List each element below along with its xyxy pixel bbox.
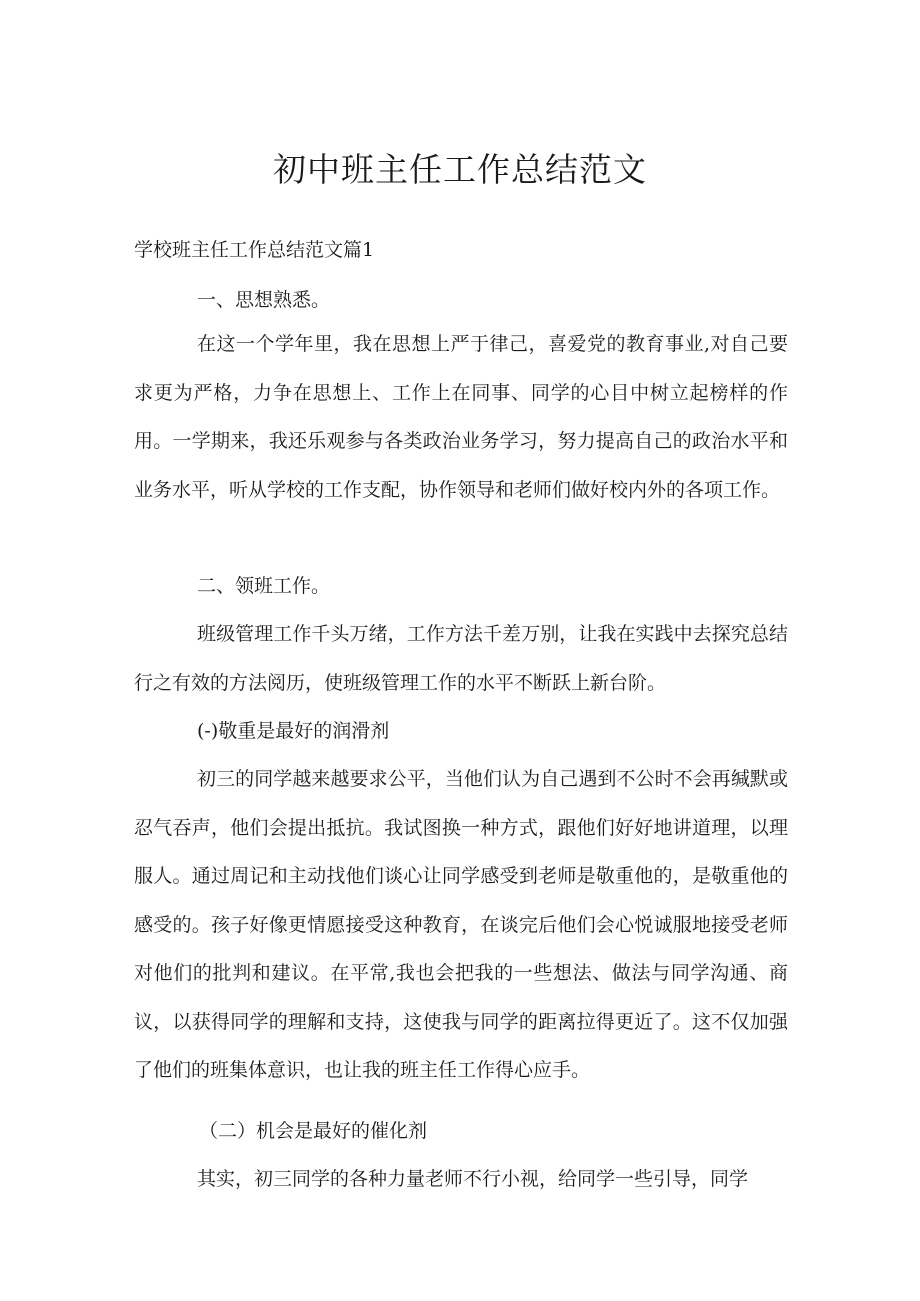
- section-heading-1: 一、思想熟悉。: [197, 289, 331, 311]
- section-heading-3: (-)敬重是最好的润滑剂: [197, 720, 390, 742]
- paragraph-2: 班级管理工作千头万绪，工作方法千差万别，让我在实践中去探究总结行之有效的方法阅历，使班级管理工作的水平不断跃上新台阶。: [134, 623, 788, 694]
- document-title: 初中班主任工作总结范文: [273, 150, 647, 189]
- section-heading-2: 二、领班工作。: [197, 575, 331, 597]
- section-heading-4: （二）机会是最好的催化剂: [199, 1120, 428, 1142]
- paragraph-1: 在这一个学年里，我在思想上严于律己，喜爱党的教育事业,对自己要求更为严格，力争在思想上、工作上在同事、同学的心目中树立起榜样的作用。一学期来，我还乐观参与各类政治业务学习，努力提高自己的政治水平和业务水平，听从学校的工作支配，协作领导和老师们做好校内外的各项工作。: [134, 333, 788, 501]
- paragraph-4: 其实，初三同学的各种力量老师不行小视，给同学一些引导，同学: [197, 1168, 749, 1190]
- paragraph-3: 初三的同学越来越要求公平，当他们认为自己遇到不公时不会再缄默或忍气吞声，他们会提出抵抗。我试图换一种方式，跟他们好好地讲道理，以理服人。通过周记和主动找他们谈心让同学感受到老师是敬重他的，是敬重他的感受的。孩子好像更情愿接受这种教育，在谈完后他们会心悦诚服地接受老师对他们的批判和建议。在平常,我也会把我的一些想法、做法与同学沟通、商议，以获得同学的理解和支持，这使我与同学的距离拉得更近了。这不仅加强了他们的班集体意识，也让我的班主任工作得心应手。: [134, 768, 788, 1081]
- document-subtitle: 学校班主任工作总结范文篇1: [134, 239, 375, 261]
